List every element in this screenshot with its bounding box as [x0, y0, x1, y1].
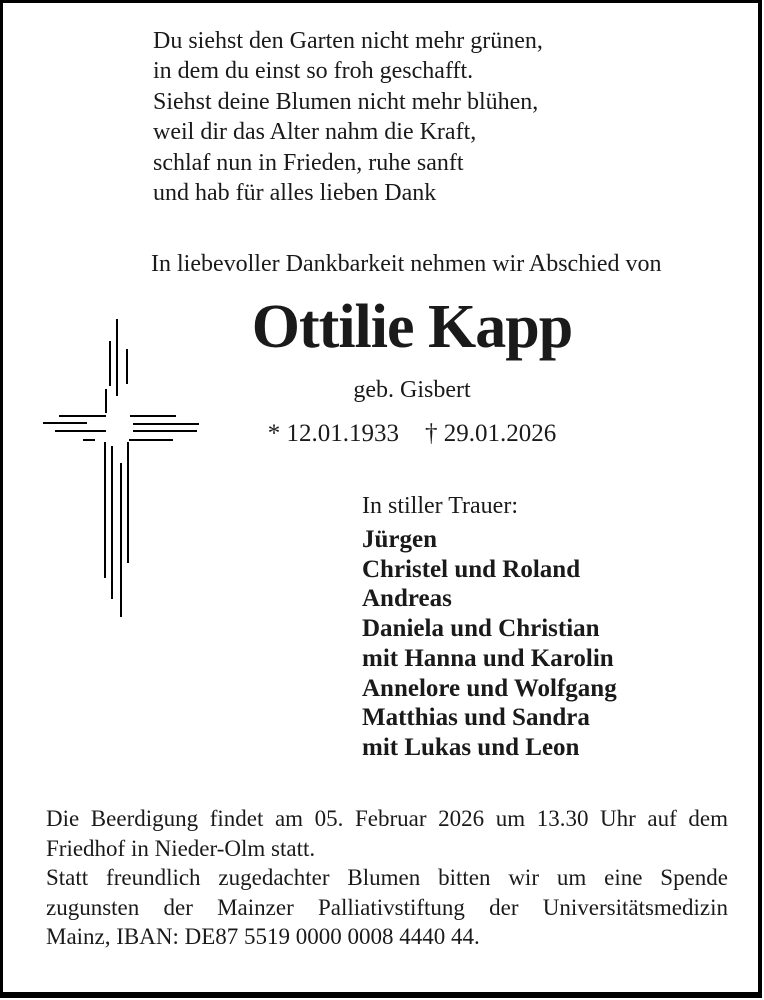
mourning-label: In stiller Trauer:	[362, 493, 518, 519]
mourner-name: mit Hanna und Karolin	[362, 644, 614, 672]
funeral-line: Mainz, IBAN: DE87 5519 0000 0008 4440 44.	[46, 924, 480, 949]
poem-line: und hab für alles lieben Dank	[153, 180, 437, 207]
funeral-info	[46, 804, 728, 952]
poem-line: schlaf nun in Frieden, ruhe sanft	[153, 149, 464, 176]
poem-line: in dem du einst so froh geschafft.	[153, 58, 474, 85]
birth-date: * 12.01.1933	[267, 420, 399, 447]
mourner-name: Jürgen	[362, 526, 437, 553]
mourner-name: Annelore und Wolfgang	[362, 674, 617, 702]
mourner-name: Andreas	[362, 585, 452, 613]
poem-line: Siehst deine Blumen nicht mehr blühen,	[153, 88, 539, 115]
poem-block	[153, 26, 543, 208]
mourner-name: Christel und Roland	[362, 555, 581, 583]
funeral-line: zugunsten der Mainzer Palliativstiftung der Universitätsmedizin	[46, 894, 728, 920]
farewell-intro: In liebevoller Dankbarkeit nehmen wir Abschied von	[151, 251, 662, 277]
mourners-list	[362, 525, 617, 763]
deceased-name: Ottilie Kapp	[251, 293, 573, 361]
funeral-line: Die Beerdigung findet am 05. Februar 2026 um 13.30 Uhr auf dem	[46, 806, 728, 831]
maiden-name: geb. Gisbert	[353, 377, 471, 403]
mourner-name: mit Lukas und Leon	[362, 733, 580, 761]
funeral-line: Friedhof in Nieder-Olm statt.	[46, 835, 316, 861]
poem-line: weil dir das Alter nahm die Kraft,	[153, 119, 477, 146]
mourner-name: Daniela und Christian	[362, 615, 600, 643]
funeral-line: Statt freundlich zugedachter Blumen bitten wir um eine Spende	[46, 865, 728, 890]
mourner-name: Matthias und Sandra	[362, 704, 590, 732]
life-dates	[132, 420, 692, 448]
death-date: † 29.01.2026	[425, 420, 557, 447]
poem-line: Du siehst den Garten nicht mehr grünen,	[153, 28, 543, 54]
